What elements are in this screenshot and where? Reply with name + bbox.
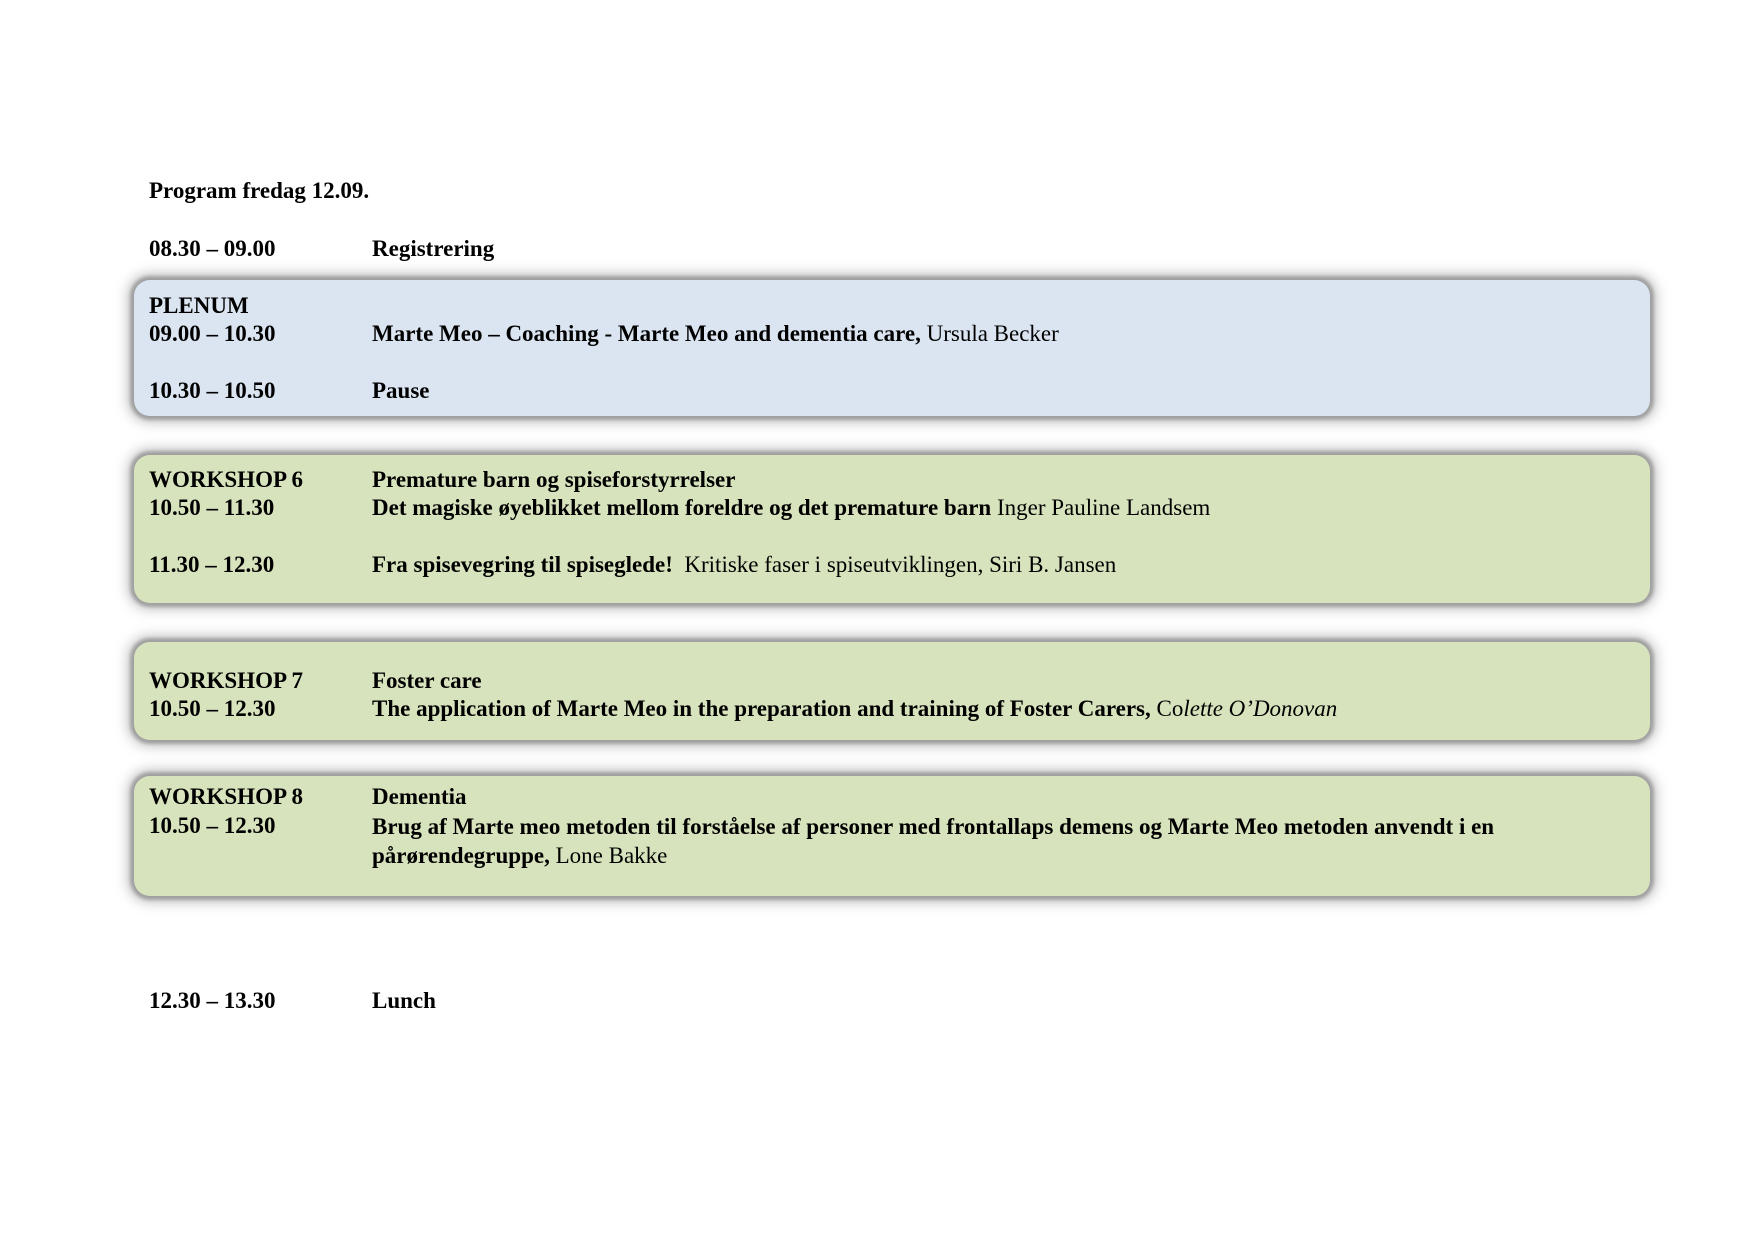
lunch-title: Lunch	[372, 988, 436, 1013]
workshop6-label: WORKSHOP 6	[149, 467, 303, 492]
workshop6-session-1-title: Det magiske øyeblikket mellom foreldre og det premature barn	[372, 495, 992, 520]
lunch-time: 12.30 – 13.30	[149, 988, 276, 1013]
workshop6-session-2	[372, 551, 1116, 579]
workshop7-session-1-title: The application of Marte Meo in the preparation and training of Foster Carers,	[372, 696, 1151, 721]
workshop7-session-1-time: 10.50 – 12.30	[149, 696, 276, 721]
plenum-session-1-time: 09.00 – 10.30	[149, 321, 276, 346]
workshop7-label: WORKSHOP 7	[149, 668, 303, 693]
workshop7-session-1	[372, 695, 1337, 723]
workshop6-session-2-speaker: Kritiske faser i spiseutviklingen, Siri B. Jansen	[684, 552, 1117, 577]
registration-title: Registrering	[372, 236, 495, 261]
workshop8-session-1-speaker: Lone Bakke	[555, 843, 668, 868]
workshop6-session-1	[372, 494, 1210, 522]
workshop7-session-1-speaker-rest: lette O’Donovan	[1183, 696, 1338, 721]
workshop8-label: WORKSHOP 8	[149, 784, 303, 809]
workshop6-session-2-time: 11.30 – 12.30	[149, 552, 275, 577]
workshop7-box	[134, 642, 1650, 740]
workshop8-session-1	[372, 812, 1632, 870]
workshop8-theme: Dementia	[372, 784, 467, 809]
plenum-session-1	[372, 320, 1059, 348]
workshop6-session-1-speaker: Inger Pauline Landsem	[996, 495, 1211, 520]
plenum-label: PLENUM	[149, 293, 249, 318]
page-title: Program fredag 12.09.	[149, 178, 370, 203]
workshop8-session-1-title: Brug af Marte meo metoden til forståelse af personer med frontallaps demens og Marte Meo metoden anvendt i en pårørendegruppe,	[372, 814, 1495, 868]
workshop6-box	[134, 455, 1650, 603]
workshop7-theme: Foster care	[372, 668, 482, 693]
plenum-session-2-time: 10.30 – 10.50	[149, 378, 276, 403]
workshop6-session-2-title: Fra spisevegring til spiseglede!	[372, 552, 673, 577]
plenum-session-2-title: Pause	[372, 378, 430, 403]
workshop6-theme: Premature barn og spiseforstyrrelser	[372, 467, 736, 492]
workshop8-session-1-time: 10.50 – 12.30	[149, 813, 276, 838]
plenum-box	[134, 280, 1650, 416]
workshop6-session-1-time: 10.50 – 11.30	[149, 495, 275, 520]
plenum-session-1-title: Marte Meo – Coaching - Marte Meo and dementia care,	[372, 321, 921, 346]
workshop7-session-1-speaker-prefix: Co	[1156, 696, 1184, 721]
registration-time: 08.30 – 09.00	[149, 236, 276, 261]
plenum-session-1-speaker: Ursula Becker	[926, 321, 1059, 346]
